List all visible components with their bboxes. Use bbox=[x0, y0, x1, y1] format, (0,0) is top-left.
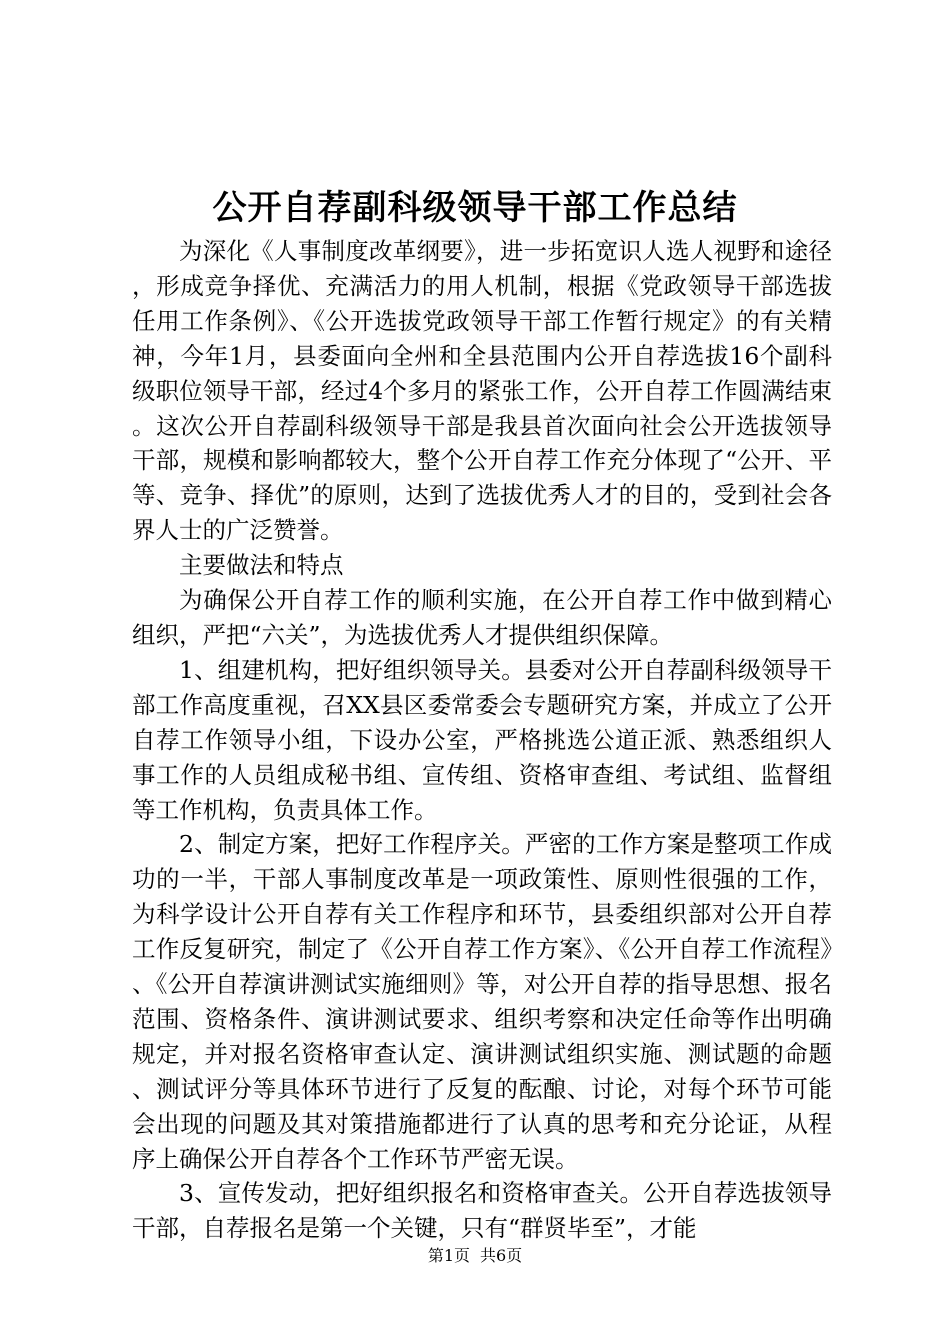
paragraph-point-1: 1、组建机构，把好组织领导关。县委对公开自荐副科级领导干部工作高度重视，召XX县区委常委会专题研究方案，并成立了公开自荐工作领导小组，下设办公室，严格挑选公道正派、熟悉组织人事工作的人员组成秘书组、宣传组、资格审查组、考试组、监督组等工作机构，负责具体工作。 bbox=[132, 655, 832, 824]
paragraph-section-heading: 主要做法和特点 bbox=[179, 551, 344, 580]
page-footer bbox=[0, 1244, 950, 1268]
page-total: 共6页 bbox=[480, 1246, 523, 1265]
document-body bbox=[132, 234, 832, 1246]
paragraph-point-3: 3、宣传发动，把好组织报名和资格审查关。公开自荐选拔领导干部，自荐报名是第一个关键，只有“群贤毕至”，才能 bbox=[132, 1179, 832, 1243]
paragraph-intro: 为深化《人事制度改革纲要》，进一步拓宽识人选人视野和途径，形成竞争择优、充满活力的用人机制，根据《党政领导干部选拔任用工作条例》、《公开选拔党政领导干部工作暂行规定》的有关精神，今年1月，县委面向全州和全县范围内公开自荐选拔16个副科级职位领导干部，经过4个多月的紧张工作，公开自荐工作圆满结束。这次公开自荐副科级领导干部是我县首次面向社会公开选拔领导干部，规模和影响都较大，整个公开自荐工作充分体现了“公开、平等、竞争、择优”的原则，达到了选拔优秀人才的目的，受到社会各界人士的广泛赞誉。 bbox=[132, 237, 832, 545]
document-title: 公开自荐副科级领导干部工作总结 bbox=[212, 188, 738, 228]
paragraph-overview: 为确保公开自荐工作的顺利实施，在公开自荐工作中做到精心组织，严把“六关”，为选拔优秀人才提供组织保障。 bbox=[132, 586, 832, 649]
page-number: 第1页 bbox=[427, 1246, 470, 1265]
paragraph-point-2: 2、制定方案，把好工作程序关。严密的工作方案是整项工作成功的一半，干部人事制度改革是一项政策性、原则性很强的工作，为科学设计公开自荐有关工作程序和环节，县委组织部对公开自荐工作反复研究，制定了《公开自荐工作方案》、《公开自荐工作流程》、《公开自荐演讲测试实施细则》等，对公开自荐的指导思想、报名范围、资格条件、演讲测试要求、组织考察和决定任命等作出明确规定，并对报名资格审查认定、演讲测试组织实施、测试题的命题、测试评分等具体环节进行了反复的酝酿、讨论，对每个环节可能会出现的问题及其对策措施都进行了认真的思考和充分论证，从程序上确保公开自荐各个工作环节严密无误。 bbox=[132, 830, 832, 1173]
